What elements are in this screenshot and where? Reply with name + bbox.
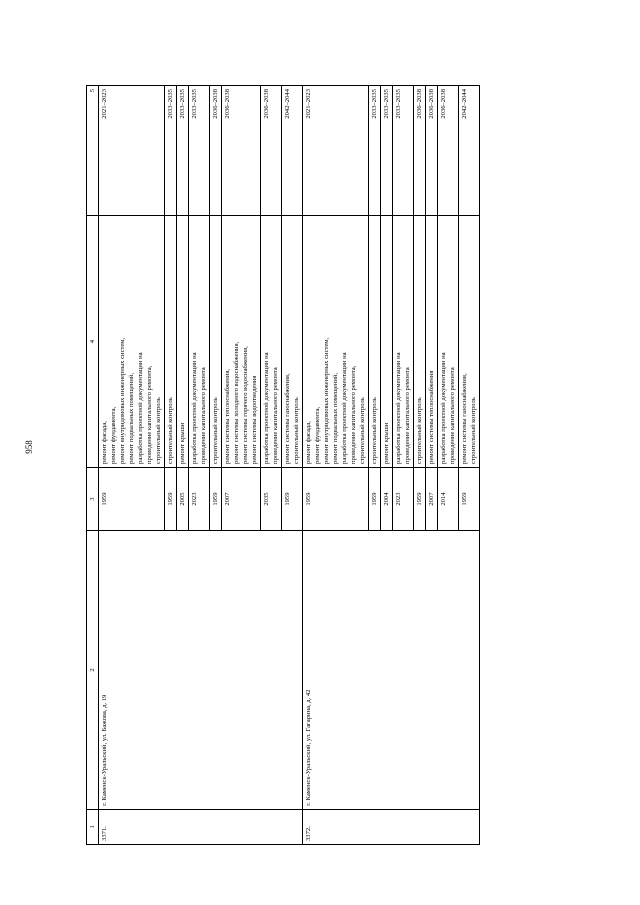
cell-year: 1959 [165, 467, 177, 530]
cell-year: 2005 [177, 467, 189, 530]
cell-works [165, 216, 177, 468]
work-line: строительный контроль [212, 397, 219, 464]
cell-period: 2036–2038 [438, 86, 459, 216]
record-number: 3371. [99, 809, 303, 844]
work-line: ремонт системы водоотведения [251, 375, 258, 464]
work-line: ремонт системы горячего водоснабжения, [242, 346, 249, 464]
cell-period: 2036–2038 [210, 86, 222, 216]
cell-works [99, 216, 165, 468]
work-line: ремонт крыши [179, 422, 186, 464]
work-line: проведение капитального ремонта [449, 367, 456, 464]
cell-year: 2014 [438, 467, 459, 530]
work-line: ремонт внутридомовых инженерных систем, [323, 337, 330, 464]
work-line: ремонт системы теплоснабжения [428, 370, 435, 464]
work-line: ремонт фундамента, [314, 406, 321, 464]
cell-year: 2004 [381, 467, 393, 530]
work-line: ремонт системы холодного водоснабжения, [233, 341, 240, 464]
work-line: проведение капитального ремонта [272, 367, 279, 464]
work-line: строительный контроль [470, 397, 477, 464]
header-col-2: 2 [87, 531, 99, 810]
work-line: строительный контроль [371, 397, 378, 464]
work-line: ремонт системы газоснабжения, [284, 373, 291, 464]
cell-year: 1959 [303, 467, 369, 530]
work-line: проведение капитального ремонта [404, 367, 411, 464]
work-line: ремонт подвальных помещений, [332, 372, 339, 464]
cell-works [303, 216, 369, 468]
work-line: ремонт внутридомовых инженерных систем, [119, 337, 126, 464]
cell-works [426, 216, 438, 468]
cell-works [261, 216, 282, 468]
rotated-table-wrapper [86, 85, 538, 845]
work-line: ремонт системы газоснабжения, [461, 373, 468, 464]
cell-period: 2033–2035 [165, 86, 177, 216]
cell-year: 1959 [282, 467, 303, 530]
work-line: строительный контроль [155, 397, 162, 464]
header-col-3: 3 [87, 467, 99, 530]
work-line: строительный контроль [293, 397, 300, 464]
cell-period: 2021–2023 [303, 86, 369, 216]
cell-period: 2033–2035 [189, 86, 210, 216]
cell-period: 2036–2038 [414, 86, 426, 216]
record-number: 3372. [303, 809, 480, 844]
work-line: разработка проектной документации на [191, 352, 198, 464]
cell-works [189, 216, 210, 468]
cell-year: 2007 [426, 467, 438, 530]
work-line: ремонт фасада, [101, 421, 108, 464]
work-line: проведение капитального ремонта, [350, 365, 357, 464]
cell-year: 2007 [222, 467, 261, 530]
work-line: ремонт подвальных помещений, [128, 372, 135, 464]
table-row [99, 86, 165, 845]
work-line: строительный контроль [359, 397, 366, 464]
record-address: г. Каменск-Уральский, ул. Гагарина, д. 42 [303, 531, 480, 810]
repair-schedule-table [86, 85, 480, 845]
cell-works [393, 216, 414, 468]
cell-period: 2033–2035 [381, 86, 393, 216]
record-address: г. Каменск-Уральский, ул. Бажова, д. 19 [99, 531, 303, 810]
cell-works [369, 216, 381, 468]
work-line: строительный контроль [167, 397, 174, 464]
cell-period: 2036–2038 [426, 86, 438, 216]
cell-period: 2042–2044 [459, 86, 480, 216]
cell-works [438, 216, 459, 468]
work-line: разработка проектной документации на [263, 352, 270, 464]
work-line: ремонт фундамента, [110, 406, 117, 464]
work-line: ремонт системы теплоснабжения, [224, 368, 231, 464]
cell-works [222, 216, 261, 468]
work-line: строительный контроль [416, 397, 423, 464]
cell-period: 2033–2035 [177, 86, 189, 216]
work-line: проведение капитального ремонта [200, 367, 207, 464]
cell-period: 2036–2038 [222, 86, 261, 216]
cell-year: 1959 [414, 467, 426, 530]
cell-works [282, 216, 303, 468]
work-line: ремонт крыши [383, 422, 390, 464]
cell-year: 2023 [189, 467, 210, 530]
cell-year: 2023 [393, 467, 414, 530]
work-line: разработка проектной документации на [137, 352, 144, 464]
cell-year: 1959 [459, 467, 480, 530]
cell-works [210, 216, 222, 468]
table-body [99, 86, 480, 845]
cell-period: 2033–2035 [393, 86, 414, 216]
cell-year: 1959 [210, 467, 222, 530]
cell-period: 2033–2035 [369, 86, 381, 216]
work-line: разработка проектной документации на [341, 352, 348, 464]
cell-works [459, 216, 480, 468]
cell-works [177, 216, 189, 468]
cell-period: 2021–2023 [99, 86, 165, 216]
header-col-5: 5 [87, 86, 99, 216]
header-col-1: 1 [87, 809, 99, 844]
table-row [303, 86, 369, 845]
cell-period: 2036–2038 [261, 86, 282, 216]
cell-year: 1959 [99, 467, 165, 530]
cell-works [414, 216, 426, 468]
header-row [87, 86, 99, 845]
cell-year: 2035 [261, 467, 282, 530]
work-line: разработка проектной документации на [440, 352, 447, 464]
cell-period: 2042–2044 [282, 86, 303, 216]
work-line: проведение капитального ремонта, [146, 365, 153, 464]
work-line: ремонт фасада, [305, 421, 312, 464]
page-number: 958 [23, 440, 34, 454]
header-col-4: 4 [87, 216, 99, 468]
work-line: разработка проектной документации на [395, 352, 402, 464]
cell-year: 1959 [369, 467, 381, 530]
cell-works [381, 216, 393, 468]
